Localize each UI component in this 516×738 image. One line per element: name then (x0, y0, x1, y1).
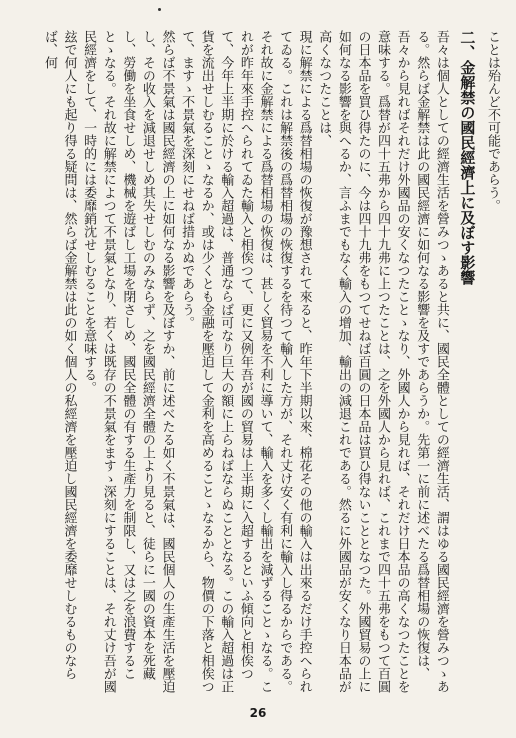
paragraph: ことは殆んど不可能であらう。 (485, 30, 500, 212)
paragraph: 玆で何人にも起り得る疑問は、然らば金解禁は此の如く個人の私經濟を壓迫し國民經濟を委靡せしむるものならば、何 (41, 30, 77, 680)
paragraph: 現に解禁による爲替相場の恢復が豫想されて來ると、昨年下半期以來、棉花その他の輸入は出來るだけ手控へられてゐる。これは解禁後の爲替相場の恢復するを待つて輸入した方が、それ丈け安く有利に輸入し得るからである。 (277, 30, 312, 693)
print-speck (158, 8, 161, 11)
vertical-text-body (20, 30, 502, 698)
paragraph: 吾々は個人としての經濟生活を營みつゝあると共に、國民全體としての經濟生活、謂はゆる國民經濟を營みつゝある。然らば金解禁は此の國民經濟に如何なる影響を及すであらうか。先第一に前に述べたる爲替相場の恢復は、吾々から見ればそれだけ外國品の安くなつたことゝなり、外國人から見れば、それだけ日本品の高くなつたことを意味する。爲替が四十五弗から四十九弗に上つたことは、之を外國人から見れば、これまで四十五弗をもつて百圓の日本品を買ひ得たのに、今は四十九弗をもつてせねば百圓の日本品は買ひ得ないこととなつた。外國貿易の上に如何なる影響を與へるか、言ふまでもなく輸入の增加、輸出の減退これである。然るに外國品が安くなり日本品が高くなつたことは、 (316, 30, 449, 693)
paragraph: 然らば不景氣は國民經濟の上に如何なる影響を及ぼすか、前に述べたる如く不景氣は、國民個人の生產生活を壓迫し、その收入を減退せしめ其失せしむのみならず、之を國民經濟全體の上より見ると、徒らに一國の資本を死藏し、勞働を坐食せしめ、機械を遊ばし工場を閉さしめ、國民全體の有する生產力を制限し、又は之を浪費することゝなる。それ故に解禁によつて不景氣となり、若くは既存の不景氣をますゝ深刻にすることは、それ丈け吾が國民經濟をして、一時的には委靡銷沈せしむることを意味する。 (81, 30, 175, 693)
page-number: 26 (249, 706, 267, 720)
paragraph: それ故に金解禁による爲替相場の恢復は、甚しく貿易を不利に導いて、輸入を多くし輸出を減ずることゝなる。これが昨年來手控へられてゐた輸入と相俟つて、更に又例年吾が國の貿易は上半期に入超するといふ傾向と相俟つて、今年上半期に於ける輸入超過は、普通ならば可なり巨大の額に上らねばならぬこととなる。この輸入超過は正貨を流出せしむることゝなるか、或は少くとも金融を壓迫して金利を高めることゝなるから、物價の下落と相俟つて、ますゝ不景氣を深刻にせねば措かぬであらう。 (179, 30, 273, 693)
section-heading: 二、金解禁の國民經濟上に及ぼす影響 (458, 30, 477, 285)
